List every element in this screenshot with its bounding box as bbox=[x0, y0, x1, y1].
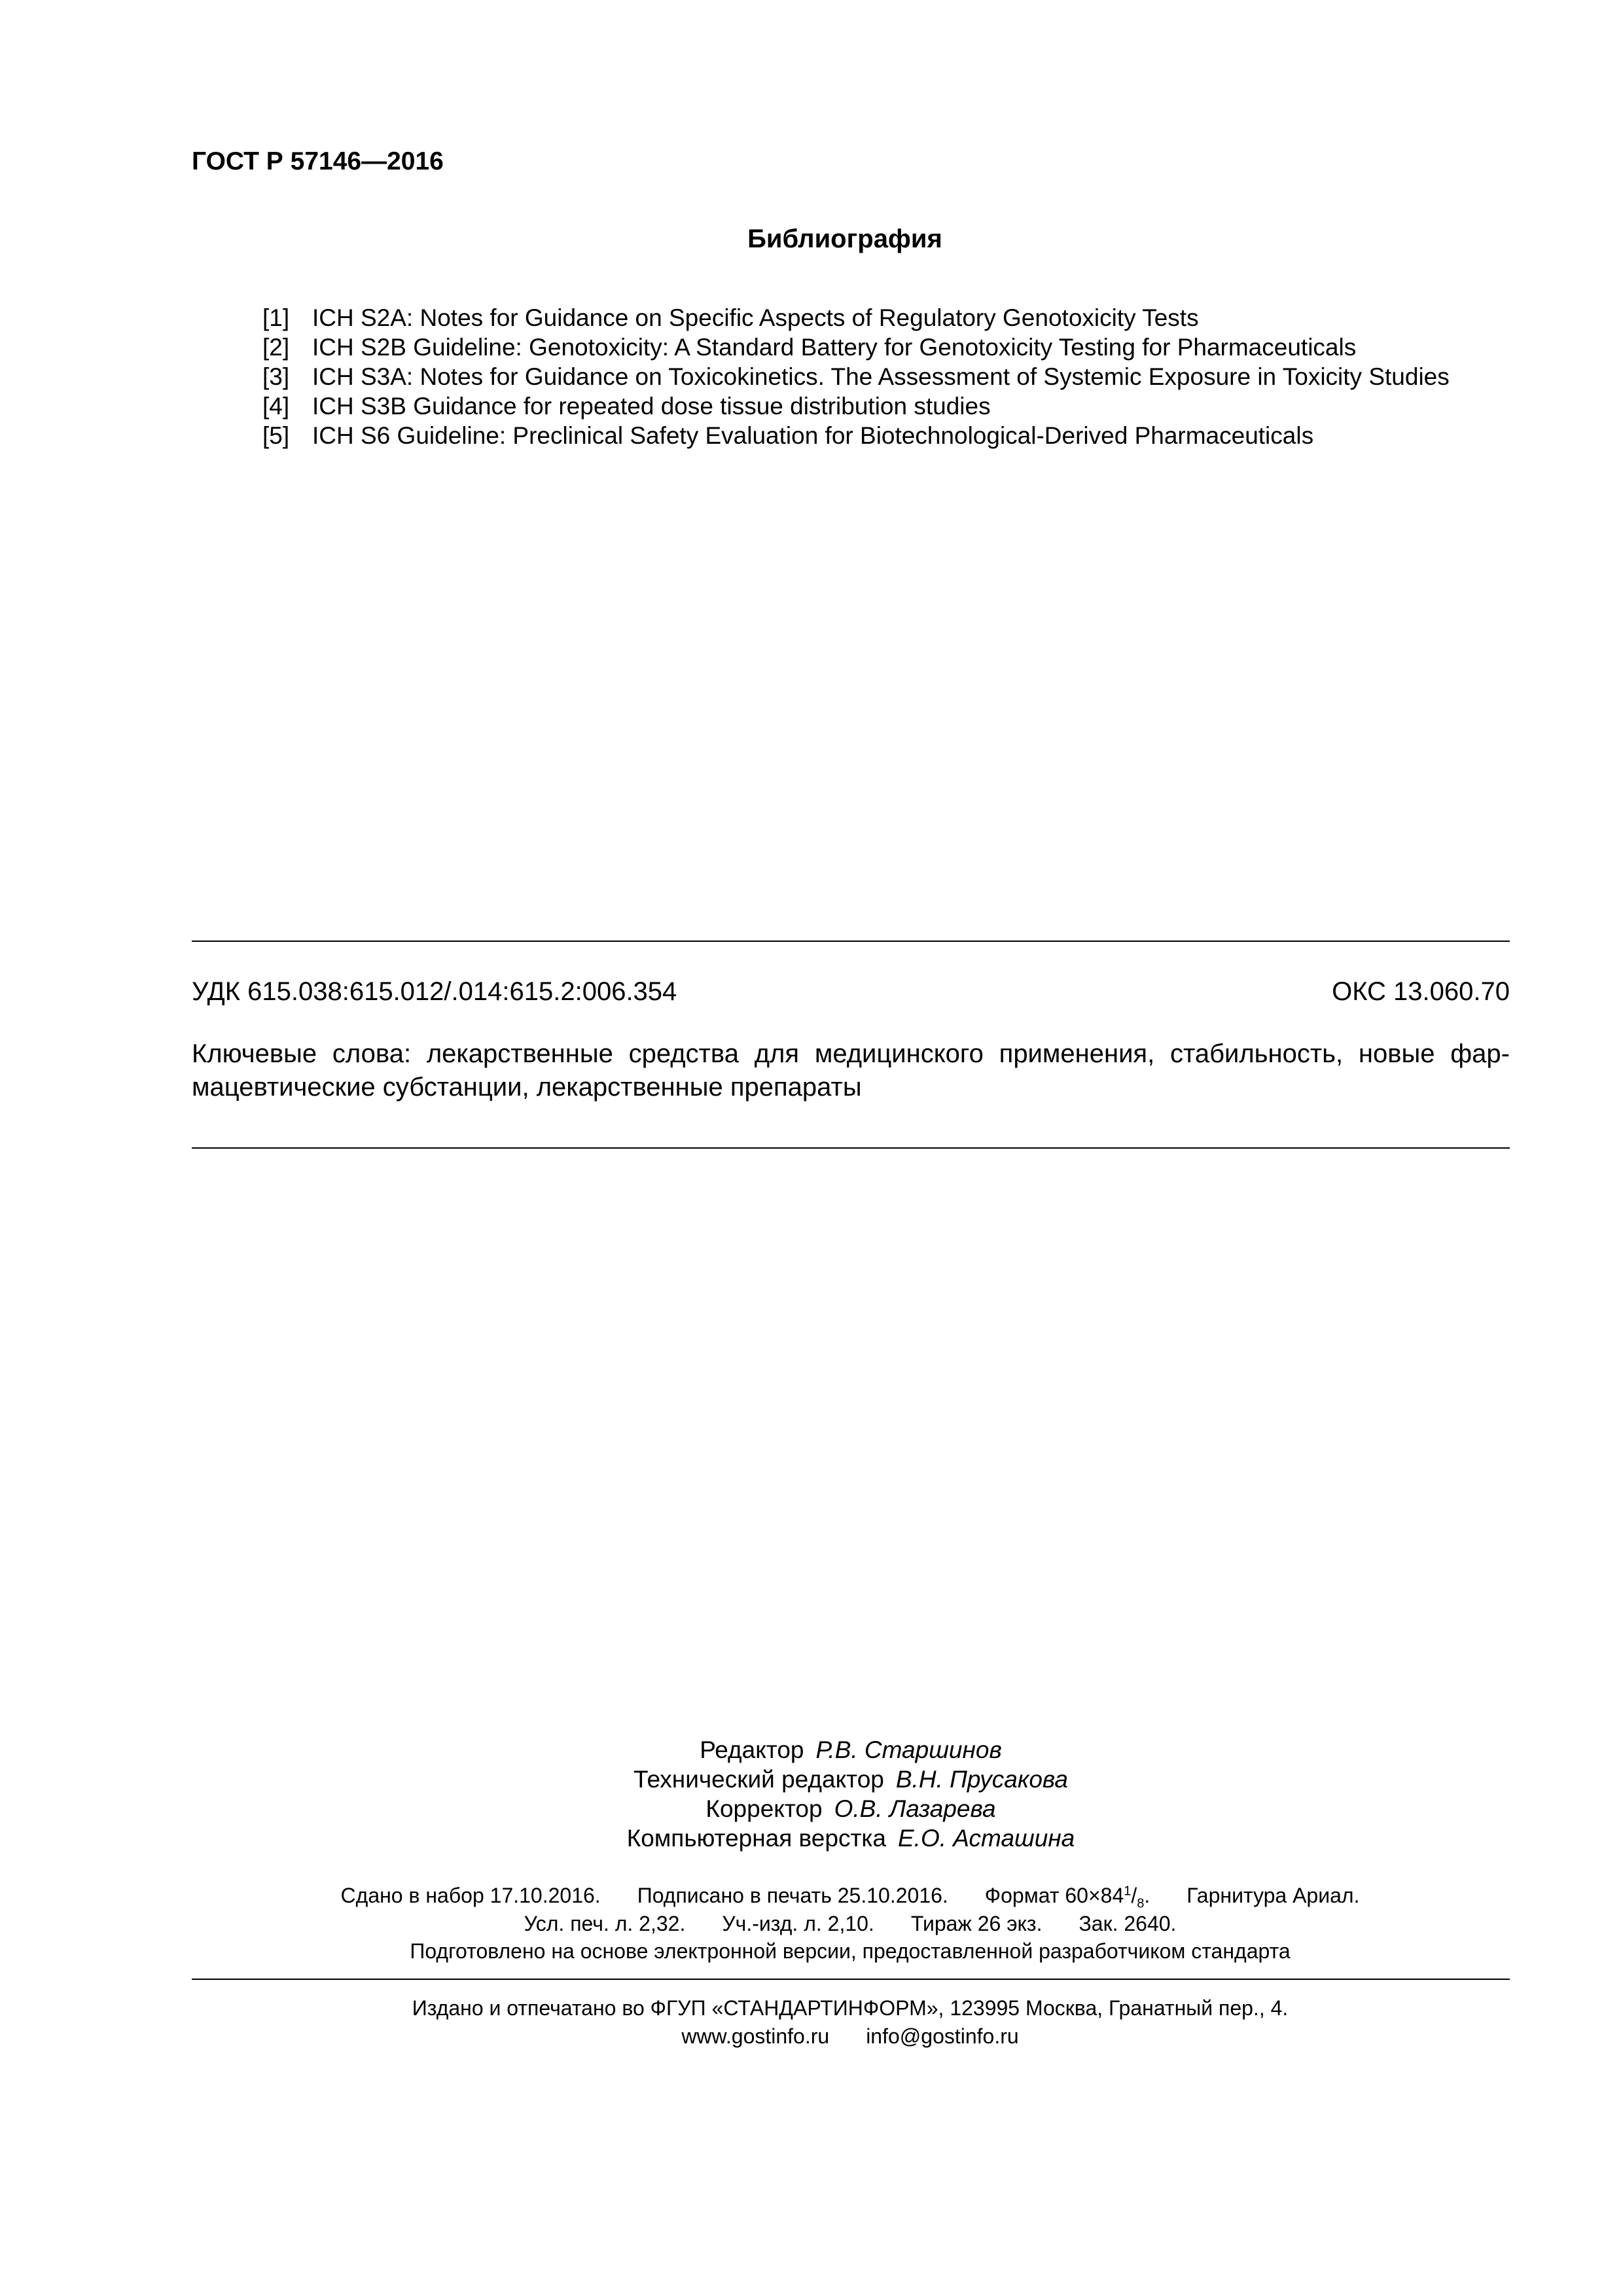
entry-number: [2] bbox=[262, 334, 290, 361]
imprint-line-2 bbox=[0, 1912, 1623, 1936]
circulation: Тираж 26 экз. bbox=[910, 1912, 1043, 1935]
staff-line-proofreader bbox=[0, 1795, 1623, 1823]
staff-role: Компьютерная верстка bbox=[626, 1825, 886, 1852]
staff-name: Е.О. Асташина bbox=[897, 1825, 1075, 1852]
staff-name: Р.В. Старшинов bbox=[815, 1736, 1002, 1763]
paper-format: Формат $60\times 84^1/_8$. bbox=[984, 1884, 1150, 1911]
entry-number: [4] bbox=[262, 393, 290, 420]
print-sheets: Усл. печ. л. 2,32. bbox=[524, 1912, 686, 1935]
entry-number: [3] bbox=[262, 363, 290, 390]
signed-date: Подписано в печать 25.10.2016. bbox=[637, 1884, 948, 1907]
divider-bottom bbox=[192, 1979, 1510, 1980]
bibliography-title: Библиография bbox=[747, 224, 942, 253]
entry-text: ICH S6 Guideline: Preclinical Safety Evaluation for Biotechnological-Derived Pharmaceuticals bbox=[312, 422, 1314, 449]
website-link[interactable]: www.gostinfo.ru bbox=[681, 2024, 830, 2048]
entry-text: ICH S3A: Notes for Guidance on Toxicokinetics. The Assessment of Systemic Exposure in Toxicity Studies bbox=[312, 363, 1450, 390]
divider-middle bbox=[192, 1147, 1510, 1149]
entry-text: ICH S2A: Notes for Guidance on Specific Aspects of Regulatory Genotoxicity Tests bbox=[312, 304, 1199, 331]
staff-role: Технический редактор bbox=[633, 1766, 884, 1793]
entry-number: [1] bbox=[262, 304, 290, 331]
bibliography-entry bbox=[262, 393, 991, 420]
udk-code: УДК 615.038:615.012/.014:615.2:006.354 bbox=[192, 977, 677, 1006]
bibliography-entry bbox=[262, 363, 1450, 391]
bibliography-entry bbox=[262, 334, 1356, 361]
staff-line-tech-editor bbox=[0, 1766, 1623, 1793]
entry-text: ICH S3B Guidance for repeated dose tissue distribution studies bbox=[312, 393, 991, 420]
imprint-line-1 bbox=[0, 1884, 1623, 1911]
email-link[interactable]: info@gostinfo.ru bbox=[866, 2024, 1019, 2048]
entry-text: ICH S2B Guideline: Genotoxicity: A Standard Battery for Genotoxicity Testing for Pharmaceuticals bbox=[312, 334, 1357, 361]
staff-role: Редактор bbox=[700, 1736, 804, 1763]
keywords-line-1: Ключевые слова: лекарственные средства для медицинского применения, стабильность, новые фар- bbox=[192, 1039, 1510, 1068]
staff-line-layout bbox=[0, 1825, 1623, 1852]
bibliography-entry bbox=[262, 304, 1199, 332]
keywords-block bbox=[192, 1037, 1510, 1104]
staff-role: Корректор bbox=[705, 1795, 823, 1822]
document-code: ГОСТ Р 57146—2016 bbox=[192, 147, 444, 175]
staff-line-editor bbox=[0, 1736, 1623, 1764]
publisher-contacts bbox=[0, 2024, 1623, 2049]
bibliography-entry bbox=[262, 422, 1313, 450]
oks-code: ОКС 13.060.70 bbox=[1332, 977, 1510, 1006]
publisher-line: Издано и отпечатано во ФГУП «СТАНДАРТИНФОРМ», 123995 Москва, Гранатный пер., 4. bbox=[412, 1996, 1289, 2020]
prepared-note: Подготовлено на основе электронной версии, предоставленной разработчиком стандарта bbox=[410, 1939, 1291, 1963]
entry-number: [5] bbox=[262, 422, 290, 449]
staff-name: В.Н. Прусакова bbox=[895, 1766, 1068, 1793]
typeface: Гарнитура Ариал. bbox=[1186, 1884, 1360, 1907]
publisher-sheets: Уч.-изд. л. 2,10. bbox=[722, 1912, 874, 1935]
divider-top bbox=[192, 941, 1510, 942]
order-number: Зак. 2640. bbox=[1079, 1912, 1177, 1935]
staff-name: О.В. Лазарева bbox=[834, 1795, 996, 1822]
submitted-date: Сдано в набор 17.10.2016. bbox=[340, 1884, 601, 1907]
keywords-line-2: мацевтические субстанции, лекарственные препараты bbox=[192, 1073, 862, 1102]
